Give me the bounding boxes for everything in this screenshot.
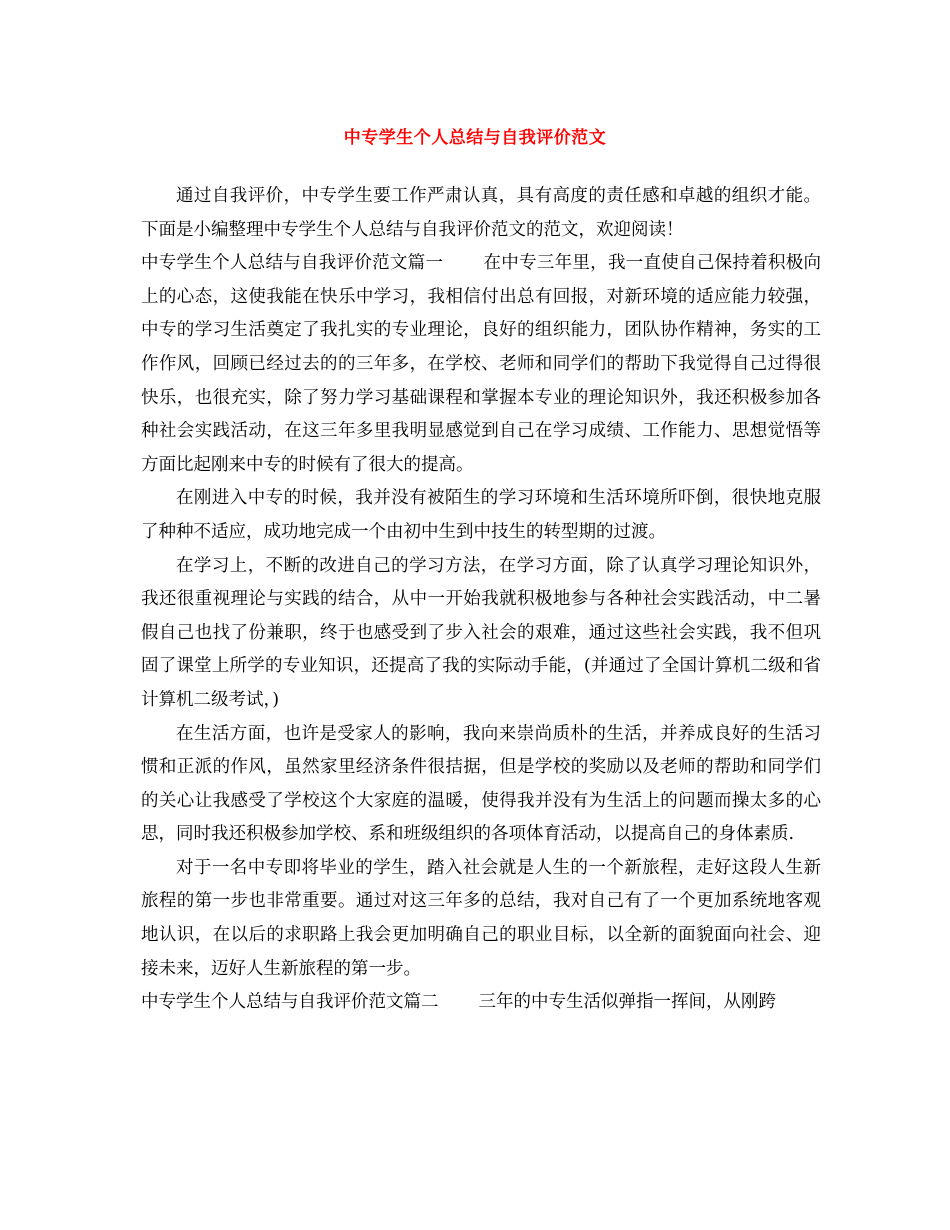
section-two — [141, 986, 821, 1020]
body-paragraph: 在学习上，不断的改进自己的学习方法，在学习方面，除了认真学习理论知识外，我还很重视理论与实践的结合，从中一开始我就积极地参与各种社会实践活动，中二暑假自己也找了份兼职，终于也感受到了步入社会的艰难，通过这些社会实践，我不但巩固了课堂上所学的专业知识，还提高了我的实际动手能，(并通过了全国计算机二级和省计算机二级考试，) — [141, 555, 821, 710]
document-title: 中专学生个人总结与自我评价范文 — [343, 128, 607, 148]
section-two-text: 三年的中专生活似弹指一挥间，从刚跨 — [478, 992, 776, 1013]
intro-paragraph: 通过自我评价，中专学生要工作严肃认真，具有高度的责任感和卓越的组织才能。下面是小编整理中专学生个人总结与自我评价范文的范文，欢迎阅读！ — [141, 186, 821, 240]
section-one-heading: 中专学生个人总结与自我评价范文篇一 — [141, 253, 444, 274]
section-two-heading: 中专学生个人总结与自我评价范文篇二 — [141, 992, 439, 1013]
body-paragraph: 在刚进入中专的时候，我并没有被陌生的学习环境和生活环境所吓倒，很快地克服了种种不适应，成功地完成一个由初中生到中技生的转型期的过渡。 — [141, 488, 821, 542]
body-paragraph: 在生活方面，也许是受家人的影响，我向来崇尚质朴的生活，并养成良好的生活习惯和正派的作风，虽然家里经济条件很拮据，但是学校的奖励以及老师的帮助和同学们的关心让我感受了学校这个大家庭的温暖，使得我并没有为生活上的问题而操太多的心思，同时我还积极参加学校、系和班级组织的各项体育活动，以提高自己的身体素质. — [141, 723, 821, 845]
body-paragraph: 对于一名中专即将毕业的学生，踏入社会就是人生的一个新旅程，走好这段人生新旅程的第一步也非常重要。通过对这三年多的总结，我对自己有了一个更加系统地客观地认识，在以后的求职路上我会更加明确自己的职业目标，以全新的面貌面向社会、迎接未来，迈好人生新旅程的第一步。 — [141, 857, 821, 979]
document-body — [141, 180, 821, 1020]
section-one-text: 在中专三年里，我一直使自己保持着积极向上的心态，这使我能在快乐中学习，我相信付出总有回报，对新环境的适应能力较强，中专的学习生活奠定了我扎实的专业理论，良好的组织能力，团队协作精神，务实的工作作风，回顾已经过去的的三年多，在学校、老师和同学们的帮助下我觉得自己过得很快乐，也很充实，除了努力学习基础课程和掌握本专业的理论知识外，我还积极参加各种社会实践活动，在这三年多里我明显感觉到自己在学习成绩、工作能力、思想觉悟等方面比起刚来中专的时候有了很大的提高。 — [141, 253, 822, 475]
section-one — [141, 247, 821, 482]
